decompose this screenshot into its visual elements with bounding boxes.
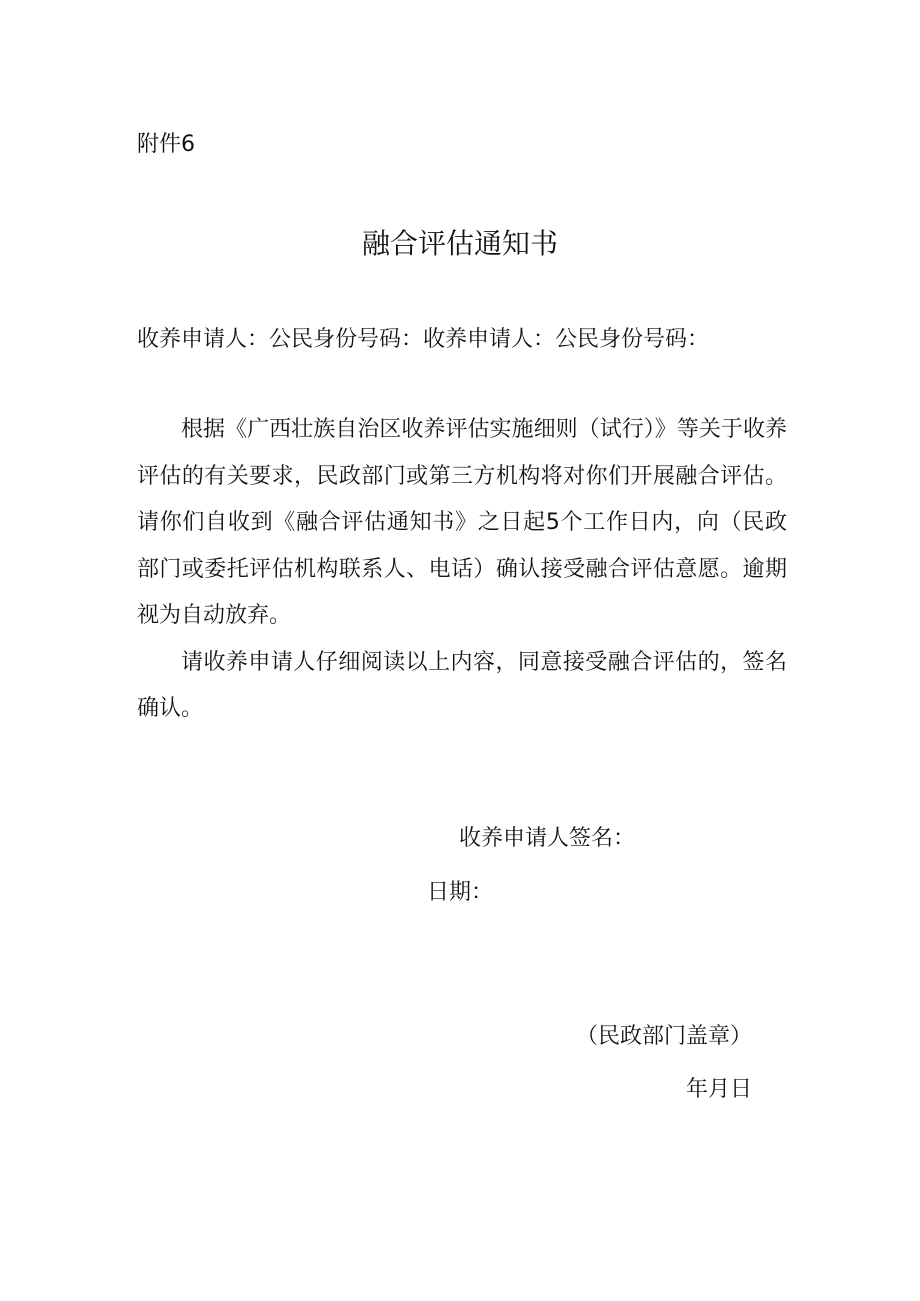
applicant-id-line: 收养申请人：公民身份号码：收养申请人：公民身份号码： xyxy=(137,327,710,352)
notice-paragraph-2: 请收养申请人仔细阅读以上内容，同意接受融合评估的，签名确认。 xyxy=(137,649,787,721)
attachment-label: 附件6 xyxy=(137,132,195,157)
notice-paragraph-1: 根据《广西壮族自治区收养评估实施细则（试行）》等关于收养评估的有关要求，民政部门或第三方机构将对你们开展融合评估。请你们自收到《融合评估通知书》之日起5个工作日内，向（民政部门或委托评估机构联系人、电话）确认接受融合评估意愿。逾期视为自动放弃。 xyxy=(137,417,787,628)
document-title: 融合评估通知书 xyxy=(361,227,558,260)
civil-affairs-seal-label: （民政部门盖章） xyxy=(576,1024,753,1049)
signature-date-label: 日期： xyxy=(427,880,494,905)
notice-body xyxy=(137,407,787,733)
applicant-signature-label: 收养申请人签名： xyxy=(459,826,636,851)
seal-date-label: 年月日 xyxy=(686,1077,753,1102)
